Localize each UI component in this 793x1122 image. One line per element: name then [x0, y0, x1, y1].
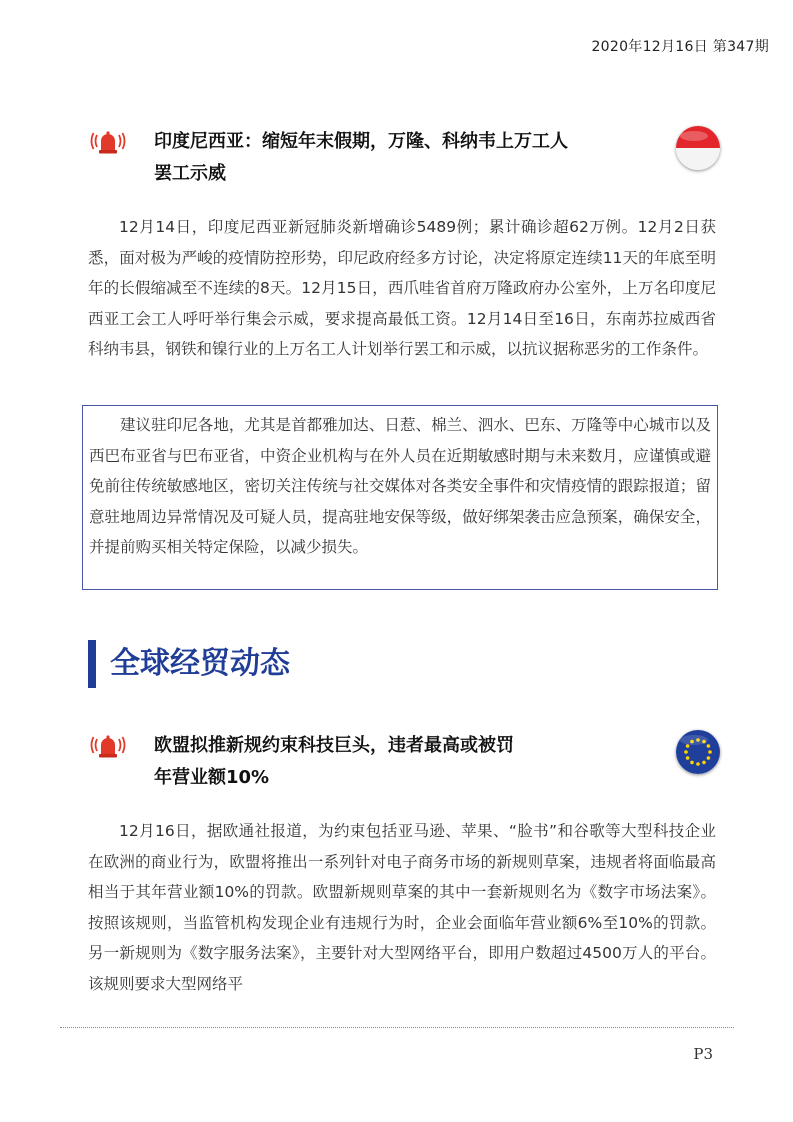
article-body: 12月14日，印度尼西亚新冠肺炎新增确诊5489例；累计确诊超62万例。12月2日获悉，面对极为严峻的疫情防控形势，印尼政府经多方讨论，决定将原定连续11天的年底至明年的长假缩减至不连续的8天。12月15日，西爪哇省首府万隆政府办公室外，上万名印度尼西亚工会工人呼吁举行集会示威，要求提高最低工资。12月14日至16日，东南苏拉威西省科纳韦县，钢铁和镍行业的上万名工人计划举行罢工和示威，以抗议据称恶劣的工作条件。: [88, 218, 716, 358]
advice-text: 建议驻印尼各地，尤其是首都雅加达、日惹、棉兰、泗水、巴东、万隆等中心城市以及西巴布亚省与巴布亚省，中资企业机构与在外人员在近期敏感时期与未来数月，应谨慎或避免前往传统敏感地区，密切关注传统与社交媒体对各类安全事件和灾情疫情的跟踪报道；留意驻地周边异常情况及可疑人员，提高驻地安保等级，做好绑架袭击应急预案，确保安全，并提前购买相关特定保险，以减少损失。: [89, 416, 711, 556]
article-body: 12月16日，据欧通社报道，为约束包括亚马逊、苹果、“脸书”和谷歌等大型科技企业在欧洲的商业行为，欧盟将推出一系列针对电子商务市场的新规则草案，违规者将面临最高相当于其年营业额10%的罚款。欧盟新规则草案的其中一套新规则名为《数字市场法案》。按照该规则，当监管机构发现企业有违规行为时，企业会面临年营业额6%至10%的罚款。另一新规则为《数字服务法案》，主要针对大型网络平台，即用户数超过4500万人的平台。该规则要求大型网络平: [88, 822, 716, 993]
article-title: 印度尼西亚：缩短年末假期，万隆、科纳韦上万工人 罢工示威: [154, 131, 568, 184]
issue-date: 2020年12月16日 第347期: [591, 39, 769, 55]
alarm-bell-icon: [90, 126, 126, 156]
footer-divider: [60, 1027, 734, 1028]
article-header: [90, 126, 720, 190]
eu-flag-icon: [676, 730, 720, 774]
article-title: 欧盟拟推新规约束科技巨头，违者最高或被罚 年营业额10%: [154, 735, 514, 788]
indonesia-flag-icon: [676, 126, 720, 170]
article-header: [90, 730, 720, 794]
alarm-bell-icon: [90, 730, 126, 760]
advice-box: [82, 405, 718, 590]
section-accent-bar: [88, 640, 96, 688]
page-number: P3: [693, 1045, 713, 1063]
section-title: 全球经贸动态: [110, 646, 290, 681]
